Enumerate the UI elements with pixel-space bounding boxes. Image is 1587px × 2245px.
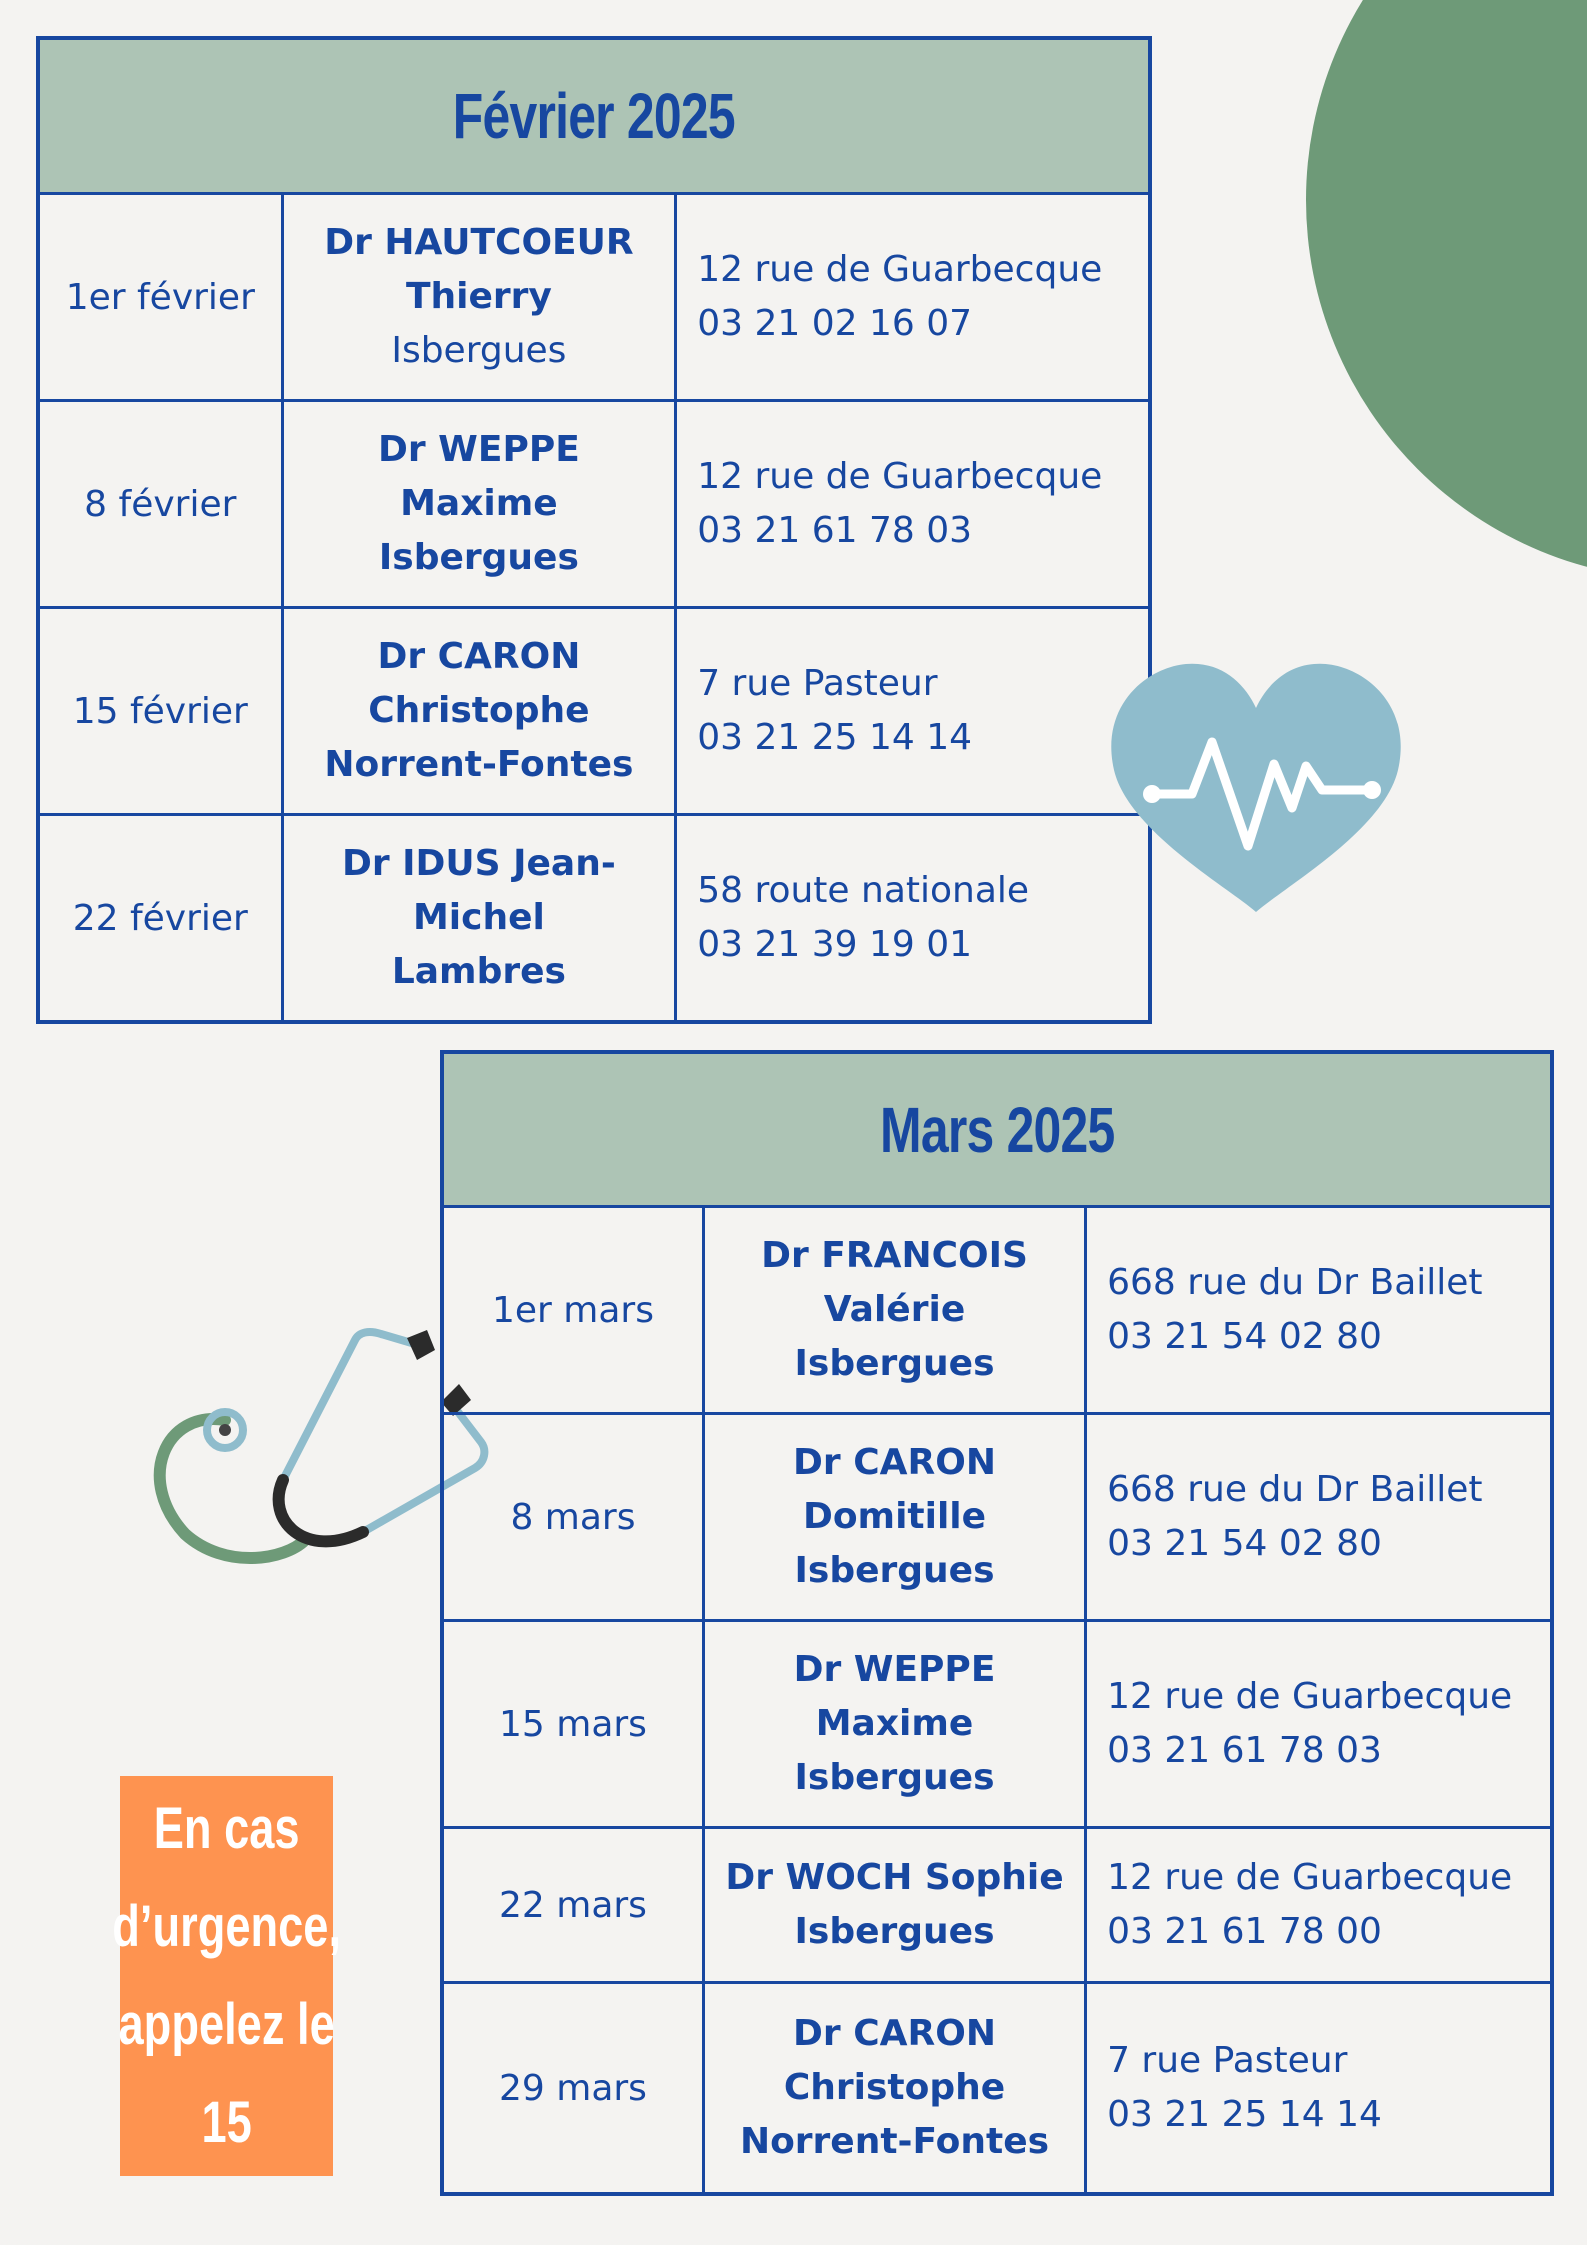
doctor-cell <box>703 1207 1085 1414</box>
table-row <box>442 1207 1552 1414</box>
heart-pulse-icon <box>1108 660 1404 916</box>
table-row <box>38 401 1150 608</box>
duty-date: 8 février <box>38 401 282 608</box>
march-title: Mars 2025 <box>442 1052 1552 1207</box>
contact-cell <box>1086 1621 1552 1828</box>
doctor-cell <box>703 1414 1085 1621</box>
emergency-number: 15 <box>201 2090 252 2155</box>
doctor-name: Dr CARON Christophe <box>783 2013 1006 2108</box>
doctor-cell <box>282 194 676 401</box>
doctor-name: Dr IDUS Jean-Michel <box>341 843 616 938</box>
doctor-name: Dr FRANCOIS Valérie <box>761 1235 1028 1330</box>
doctor-name: Dr CARON Christophe <box>368 636 590 731</box>
contact-cell <box>1086 1828 1552 1983</box>
doctor-phone: 03 21 39 19 01 <box>697 924 973 965</box>
doctor-city: Norrent-Fontes <box>739 2121 1050 2162</box>
table-row <box>442 1983 1552 2195</box>
contact-cell <box>676 194 1150 401</box>
duty-date: 1er février <box>38 194 282 401</box>
doctor-phone: 03 21 54 02 80 <box>1107 1523 1382 1564</box>
doctor-phone: 03 21 61 78 00 <box>1107 1911 1382 1952</box>
doctor-cell <box>282 401 676 608</box>
doctor-name: Dr WOCH Sophie <box>725 1857 1064 1898</box>
doctor-phone: 03 21 02 16 07 <box>697 303 973 344</box>
emergency-line-2: d’urgence, <box>112 1894 341 1959</box>
doctor-cell <box>703 1983 1085 2195</box>
emergency-line-1: En cas <box>153 1796 300 1861</box>
table-row <box>38 608 1150 815</box>
doctor-city: Isbergues <box>794 1911 995 1952</box>
doctor-address: 12 rue de Guarbecque <box>697 249 1103 290</box>
doctor-address: 668 rue du Dr Baillet <box>1107 1469 1483 1510</box>
february-schedule-table <box>36 36 1152 1024</box>
doctor-name: Dr HAUTCOEUR Thierry <box>324 222 634 317</box>
doctor-cell <box>282 815 676 1023</box>
doctor-city: Isbergues <box>794 1343 995 1384</box>
doctor-city: Norrent-Fontes <box>324 744 634 785</box>
duty-date: 22 mars <box>442 1828 703 1983</box>
doctor-name: Dr WEPPE Maxime <box>793 1649 996 1744</box>
duty-date: 15 février <box>38 608 282 815</box>
doctor-address: 12 rue de Guarbecque <box>1107 1676 1513 1717</box>
doctor-name: Dr WEPPE Maxime <box>377 429 580 524</box>
decorative-circle <box>1306 0 1587 580</box>
doctor-city: Lambres <box>391 951 566 992</box>
contact-cell <box>676 401 1150 608</box>
doctor-phone: 03 21 61 78 03 <box>1107 1730 1382 1771</box>
doctor-cell <box>703 1621 1085 1828</box>
duty-date: 1er mars <box>442 1207 703 1414</box>
doctor-city: Isbergues <box>391 330 567 371</box>
doctor-phone: 03 21 54 02 80 <box>1107 1316 1382 1357</box>
doctor-city: Isbergues <box>378 537 579 578</box>
doctor-phone: 03 21 25 14 14 <box>1107 2094 1382 2135</box>
duty-date: 15 mars <box>442 1621 703 1828</box>
contact-cell <box>1086 1983 1552 2195</box>
doctor-phone: 03 21 61 78 03 <box>697 510 973 551</box>
table-row <box>442 1621 1552 1828</box>
table-row <box>38 815 1150 1023</box>
duty-date: 8 mars <box>442 1414 703 1621</box>
emergency-line-3: appelez le <box>118 1992 335 2057</box>
march-schedule-table <box>440 1050 1554 2196</box>
contact-cell <box>676 608 1150 815</box>
doctor-cell <box>282 608 676 815</box>
february-title: Février 2025 <box>38 38 1150 194</box>
emergency-notice <box>112 1776 341 2176</box>
doctor-address: 12 rue de Guarbecque <box>1107 1857 1513 1898</box>
duty-date: 22 février <box>38 815 282 1023</box>
table-row <box>442 1828 1552 1983</box>
contact-cell <box>1086 1414 1552 1621</box>
duty-date: 29 mars <box>442 1983 703 2195</box>
table-row <box>442 1414 1552 1621</box>
table-row <box>38 194 1150 401</box>
doctor-name: Dr CARON Domitille <box>793 1442 996 1537</box>
doctor-address: 7 rue Pasteur <box>1107 2040 1348 2081</box>
contact-cell <box>676 815 1150 1023</box>
doctor-address: 58 route nationale <box>697 870 1030 911</box>
doctor-city: Isbergues <box>794 1757 995 1798</box>
doctor-city: Isbergues <box>794 1550 995 1591</box>
doctor-address: 7 rue Pasteur <box>697 663 938 704</box>
contact-cell <box>1086 1207 1552 1414</box>
doctor-cell <box>703 1828 1085 1983</box>
doctor-address: 668 rue du Dr Baillet <box>1107 1262 1483 1303</box>
doctor-address: 12 rue de Guarbecque <box>697 456 1103 497</box>
doctor-phone: 03 21 25 14 14 <box>697 717 973 758</box>
